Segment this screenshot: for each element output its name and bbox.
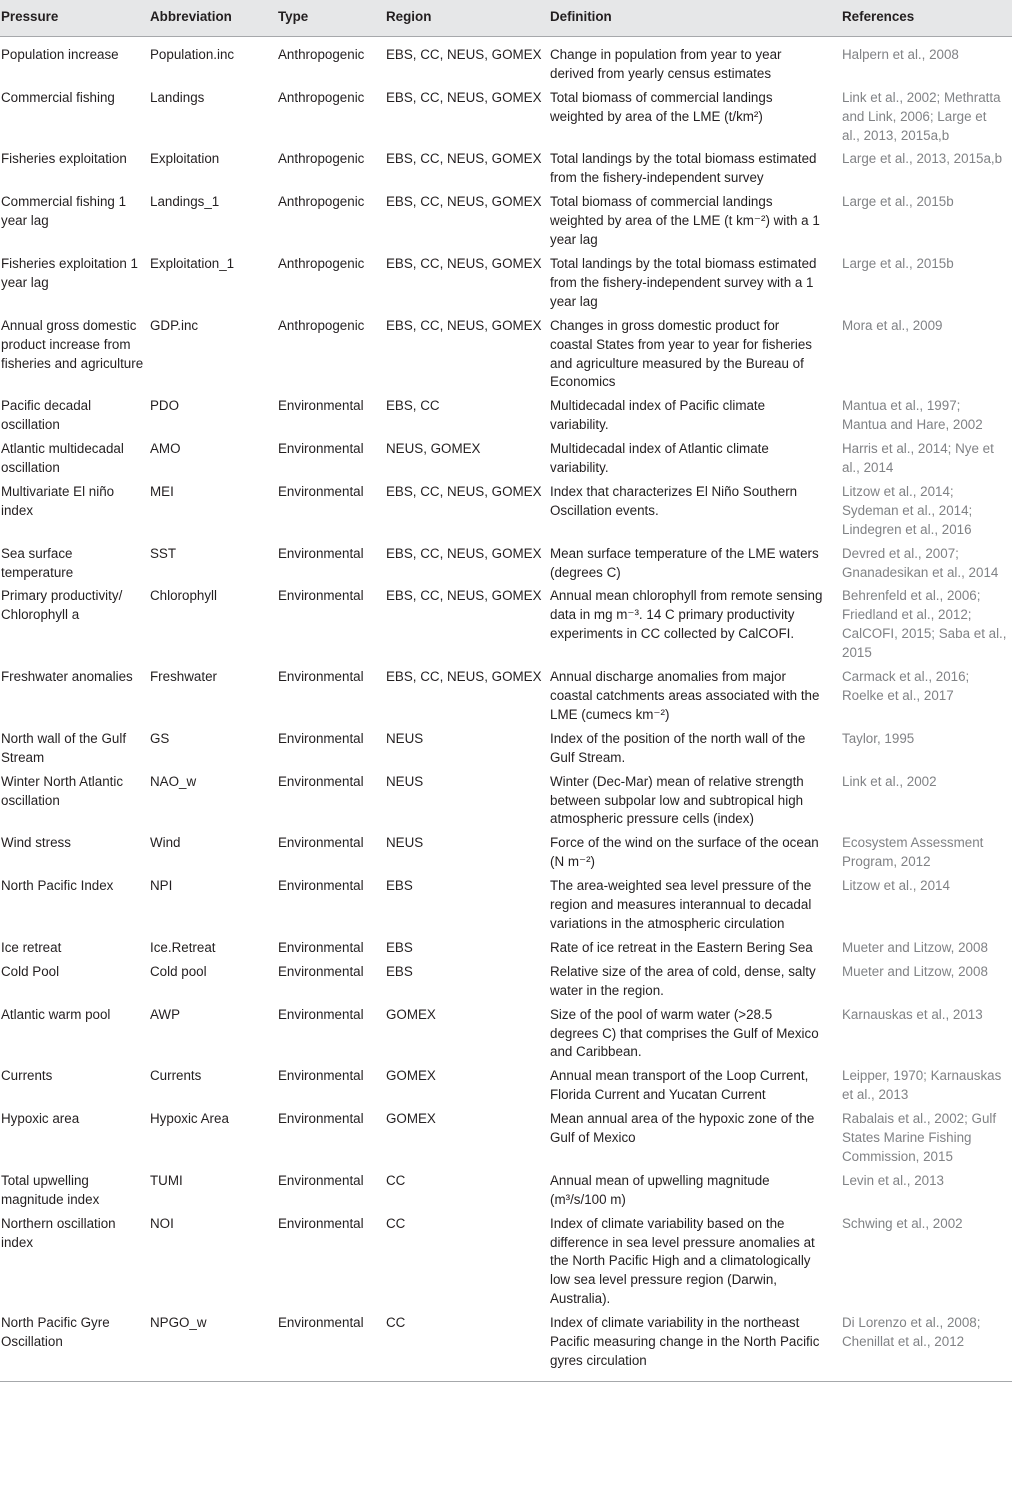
cell-type: Environmental: [278, 939, 364, 955]
cell-definition: Mean surface temperature of the LME waters (degrees C): [550, 545, 819, 580]
cell-definition: Changes in gross domestic product for coastal States from year to year for fisheries and agriculture measured by the Bureau of Economics: [550, 317, 812, 390]
cell-pressure: Fisheries exploitation: [1, 151, 127, 167]
cell-pressure: Sea surface temperature: [1, 545, 74, 580]
cell-abbreviation: Exploitation: [150, 151, 220, 167]
cell-definition: Index of climate variability based on the difference in sea level pressure anomalies at the North Pacific High and a climatologically low sea level pressure region (Darwin, Australia).: [550, 1215, 815, 1307]
cell-pressure: Northern oscillation index: [1, 1215, 116, 1250]
cell-definition: The area-weighted sea level pressure of the region and measures interannual to decadal variations in the atmospheric circulation: [550, 878, 812, 931]
table-row: [0, 393, 1012, 436]
table-header: [0, 0, 1012, 36]
cell-pressure: Wind stress: [1, 835, 71, 851]
cell-type: Environmental: [278, 588, 364, 604]
cell-abbreviation: NOI: [150, 1215, 174, 1231]
cell-abbreviation: Population.inc: [150, 46, 235, 62]
cell-abbreviation: Landings_1: [150, 194, 220, 210]
cell-region: EBS: [386, 939, 413, 955]
cell-region: CC: [386, 1215, 406, 1231]
cell-pressure: Multivariate El niño index: [1, 483, 115, 518]
cell-abbreviation: Landings: [150, 89, 205, 105]
cell-region: CC: [385, 1310, 549, 1381]
table-row: [0, 583, 1012, 664]
cell-pressure: Fisheries exploitation 1 year lag: [1, 255, 138, 290]
cell-abbreviation: NPI: [150, 878, 173, 894]
cell-type: Environmental: [278, 963, 364, 979]
cell-abbreviation: GDP.inc: [150, 317, 199, 333]
cell-abbreviation: NPGO_w: [149, 1310, 277, 1381]
cell-definition: Multidecadal index of Pacific climate variability.: [550, 398, 766, 433]
cell-abbreviation: Currents: [150, 1068, 202, 1084]
cell-pressure: Commercial fishing 1 year lag: [1, 194, 127, 229]
cell-references: Ecosystem Assessment Program, 2012: [842, 835, 984, 870]
cell-abbreviation: Exploitation_1: [150, 255, 235, 271]
cell-type: Environmental: [278, 1111, 364, 1127]
table-row: [0, 85, 1012, 147]
cell-references: Leipper, 1970; Karnauskas et al., 2013: [842, 1068, 1002, 1103]
cell-pressure: Freshwater anomalies: [1, 669, 133, 685]
table-row: [0, 189, 1012, 251]
cell-definition: Winter (Dec-Mar) mean of relative strength between subpolar low and subtropical high atmospheric pressure cells (index): [550, 773, 804, 827]
cell-references: Rabalais et al., 2002; Gulf States Marine Fishing Commission, 2015: [842, 1111, 997, 1164]
cell-pressure: Atlantic multidecadal oscillation: [1, 441, 124, 476]
cell-references: Schwing et al., 2002: [842, 1215, 963, 1231]
table-row: [0, 1063, 1012, 1106]
cell-abbreviation: Wind: [150, 835, 181, 851]
cell-region: EBS: [386, 963, 413, 979]
cell-definition: Multidecadal index of Atlantic climate variability.: [550, 441, 769, 476]
cell-references: Behrenfeld et al., 2006; Friedland et al., 2012; CalCOFI, 2015; Saba et al., 2015: [842, 588, 1007, 661]
cell-region: CC: [386, 1172, 406, 1188]
header-definition: Definition: [549, 0, 841, 36]
cell-abbreviation: Chlorophyll: [150, 588, 217, 604]
cell-pressure: Population increase: [1, 46, 119, 62]
cell-pressure: Winter North Atlantic oscillation: [1, 773, 124, 808]
cell-references: Mantua et al., 1997; Mantua and Hare, 2002: [842, 398, 983, 433]
cell-definition: Index of climate variability in the northeast Pacific measuring change in the North Pacific gyres circulation: [549, 1310, 841, 1381]
cell-definition: Total landings by the total biomass estimated from the fishery-independent survey: [550, 151, 817, 186]
cell-type: Environmental: [278, 878, 364, 894]
cell-definition: Index of the position of the north wall of the Gulf Stream.: [550, 730, 806, 765]
cell-abbreviation: AMO: [150, 441, 181, 457]
cell-definition: Annual mean transport of the Loop Current, Florida Current and Yucatan Current: [550, 1068, 809, 1103]
cell-references: Large et al., 2013, 2015a,b: [842, 151, 1003, 167]
table-row: [0, 313, 1012, 394]
header-region: Region: [385, 0, 549, 36]
cell-region: EBS, CC, NEUS, GOMEX: [386, 46, 542, 62]
cell-references: Harris et al., 2014; Nye et al., 2014: [842, 441, 994, 476]
cell-region: EBS, CC, NEUS, GOMEX: [386, 255, 542, 271]
table-row: [0, 664, 1012, 726]
cell-pressure: Atlantic warm pool: [1, 1006, 111, 1022]
cell-pressure: Ice retreat: [1, 939, 62, 955]
cell-definition: Force of the wind on the surface of the ocean (N m⁻²): [550, 835, 819, 870]
table-row: [0, 1106, 1012, 1168]
cell-region: EBS, CC, NEUS, GOMEX: [386, 669, 542, 685]
cell-pressure: North wall of the Gulf Stream: [1, 730, 127, 765]
table-row: [0, 251, 1012, 313]
cell-definition: Total biomass of commercial landings weighted by area of the LME (t/km²): [550, 89, 773, 124]
cell-region: NEUS, GOMEX: [386, 441, 481, 457]
cell-region: GOMEX: [386, 1111, 436, 1127]
table-row: [0, 959, 1012, 1002]
cell-references: Litzow et al., 2014: [842, 878, 950, 894]
header-row: [0, 0, 1012, 36]
cell-abbreviation: TUMI: [150, 1172, 183, 1188]
cell-region: EBS, CC, NEUS, GOMEX: [386, 89, 542, 105]
cell-type: Anthropogenic: [278, 255, 365, 271]
cell-references: Link et al., 2002; Methratta and Link, 2006; Large et al., 2013, 2015a,b: [842, 89, 1001, 143]
cell-region: EBS: [386, 878, 413, 894]
cell-definition: Size of the pool of warm water (>28.5 degrees C) that comprises the Gulf of Mexico and Caribbean.: [550, 1006, 819, 1060]
cell-pressure: Commercial fishing: [1, 89, 115, 105]
table-row: [0, 1211, 1012, 1311]
cell-region: EBS, CC, NEUS, GOMEX: [386, 317, 542, 333]
cell-abbreviation: GS: [150, 730, 170, 746]
cell-region: EBS, CC, NEUS, GOMEX: [386, 194, 542, 210]
cell-definition: Change in population from year to year derived from yearly census estimates: [550, 46, 782, 81]
cell-type: Anthropogenic: [278, 151, 365, 167]
cell-type: Environmental: [278, 773, 364, 789]
cell-type: Anthropogenic: [278, 89, 365, 105]
header-abbreviation: Abbreviation: [149, 0, 277, 36]
cell-type: Anthropogenic: [278, 194, 365, 210]
cell-abbreviation: PDO: [150, 398, 180, 414]
cell-type: Environmental: [278, 1068, 364, 1084]
cell-pressure: Annual gross domestic product increase from fisheries and agriculture: [1, 317, 144, 371]
cell-region: EBS, CC, NEUS, GOMEX: [386, 151, 542, 167]
table-row: [0, 1168, 1012, 1211]
cell-type: Environmental: [278, 441, 364, 457]
cell-references: Taylor, 1995: [842, 730, 915, 746]
header-type: Type: [277, 0, 385, 36]
cell-references: Devred et al., 2007; Gnanadesikan et al., 2014: [842, 545, 999, 580]
cell-references: Mueter and Litzow, 2008: [842, 963, 988, 979]
header-pressure: Pressure: [0, 0, 149, 36]
cell-type: Environmental: [278, 545, 364, 561]
cell-definition: Rate of ice retreat in the Eastern Bering Sea: [550, 939, 813, 955]
cell-type: Environmental: [278, 730, 364, 746]
cell-abbreviation: Hypoxic Area: [150, 1111, 229, 1127]
cell-type: Anthropogenic: [278, 46, 365, 62]
cell-abbreviation: MEI: [150, 483, 174, 499]
cell-type: Environmental: [278, 1006, 364, 1022]
cell-references: Levin et al., 2013: [842, 1172, 944, 1188]
cell-pressure: Primary productivity/ Chlorophyll a: [1, 588, 123, 623]
cell-references: Mueter and Litzow, 2008: [842, 939, 988, 955]
cell-pressure: Cold Pool: [1, 963, 60, 979]
cell-pressure: North Pacific Index: [1, 878, 114, 894]
cell-region: NEUS: [386, 730, 424, 746]
table-row: [0, 726, 1012, 769]
cell-type: Environmental: [278, 483, 364, 499]
cell-abbreviation: AWP: [150, 1006, 181, 1022]
cell-type: Environmental: [278, 1215, 364, 1231]
cell-type: Environmental: [278, 669, 364, 685]
cell-abbreviation: Freshwater: [150, 669, 217, 685]
table-row: [0, 769, 1012, 831]
table-row: [0, 541, 1012, 584]
cell-references: Litzow et al., 2014; Sydeman et al., 2014; Lindegren et al., 2016: [842, 483, 973, 537]
table-body: [0, 36, 1012, 1381]
cell-definition: Annual mean of upwelling magnitude (m³/s/100 m): [550, 1172, 770, 1207]
cell-region: NEUS: [386, 835, 424, 851]
cell-pressure: Currents: [1, 1068, 53, 1084]
table-row: [0, 830, 1012, 873]
cell-references: Karnauskas et al., 2013: [842, 1006, 983, 1022]
cell-definition: Relative size of the area of cold, dense, salty water in the region.: [550, 963, 816, 998]
cell-references: Di Lorenzo et al., 2008; Chenillat et al., 2012: [841, 1310, 1012, 1381]
table-row: [0, 1002, 1012, 1064]
cell-definition: Mean annual area of the hypoxic zone of the Gulf of Mexico: [550, 1111, 815, 1146]
cell-pressure: Pacific decadal oscillation: [1, 398, 92, 433]
table-row: [0, 146, 1012, 189]
cell-abbreviation: Cold pool: [150, 963, 207, 979]
cell-type: Environmental: [277, 1310, 385, 1381]
table-row: [0, 935, 1012, 959]
cell-references: Link et al., 2002: [842, 773, 937, 789]
cell-definition: Total landings by the total biomass estimated from the fishery-independent survey with a 1 year lag: [550, 255, 817, 309]
cell-region: EBS, CC, NEUS, GOMEX: [386, 588, 542, 604]
table-row: [0, 436, 1012, 479]
cell-pressure: Hypoxic area: [1, 1111, 80, 1127]
cell-references: Large et al., 2015b: [842, 194, 954, 210]
cell-definition: Total biomass of commercial landings weighted by area of the LME (t km⁻²) with a 1 year lag: [550, 194, 820, 248]
table-row: [0, 873, 1012, 935]
cell-definition: Annual discharge anomalies from major coastal catchments areas associated with the LME (cumecs km⁻²): [550, 669, 820, 722]
cell-region: GOMEX: [386, 1006, 436, 1022]
cell-pressure: North Pacific Gyre Oscillation: [0, 1310, 149, 1381]
table-row: [0, 479, 1012, 541]
cell-abbreviation: SST: [150, 545, 177, 561]
table-row: [0, 1310, 1012, 1381]
cell-abbreviation: NAO_w: [150, 773, 197, 789]
cell-abbreviation: Ice.Retreat: [150, 939, 216, 955]
cell-region: EBS, CC, NEUS, GOMEX: [386, 483, 542, 499]
cell-pressure: Total upwelling magnitude index: [1, 1172, 100, 1207]
cell-references: Carmack et al., 2016; Roelke et al., 2017: [842, 669, 970, 703]
table-row: [0, 36, 1012, 84]
cell-type: Environmental: [278, 1172, 364, 1188]
cell-region: GOMEX: [386, 1068, 436, 1084]
cell-type: Environmental: [278, 835, 364, 851]
cell-definition: Index that characterizes El Niño Southern Oscillation events.: [550, 483, 798, 518]
cell-references: Large et al., 2015b: [842, 255, 954, 271]
cell-type: Anthropogenic: [278, 317, 365, 333]
cell-region: EBS, CC: [386, 398, 440, 414]
cell-references: Mora et al., 2009: [842, 317, 943, 333]
cell-region: NEUS: [386, 773, 424, 789]
cell-definition: Annual mean chlorophyll from remote sensing data in mg m⁻³. 14 C primary productivity experiments in CC collected by CalCOFI.: [550, 588, 823, 642]
header-references: References: [841, 0, 1012, 36]
cell-type: Environmental: [278, 398, 364, 414]
cell-region: EBS, CC, NEUS, GOMEX: [386, 545, 542, 561]
cell-references: Halpern et al., 2008: [842, 46, 959, 62]
